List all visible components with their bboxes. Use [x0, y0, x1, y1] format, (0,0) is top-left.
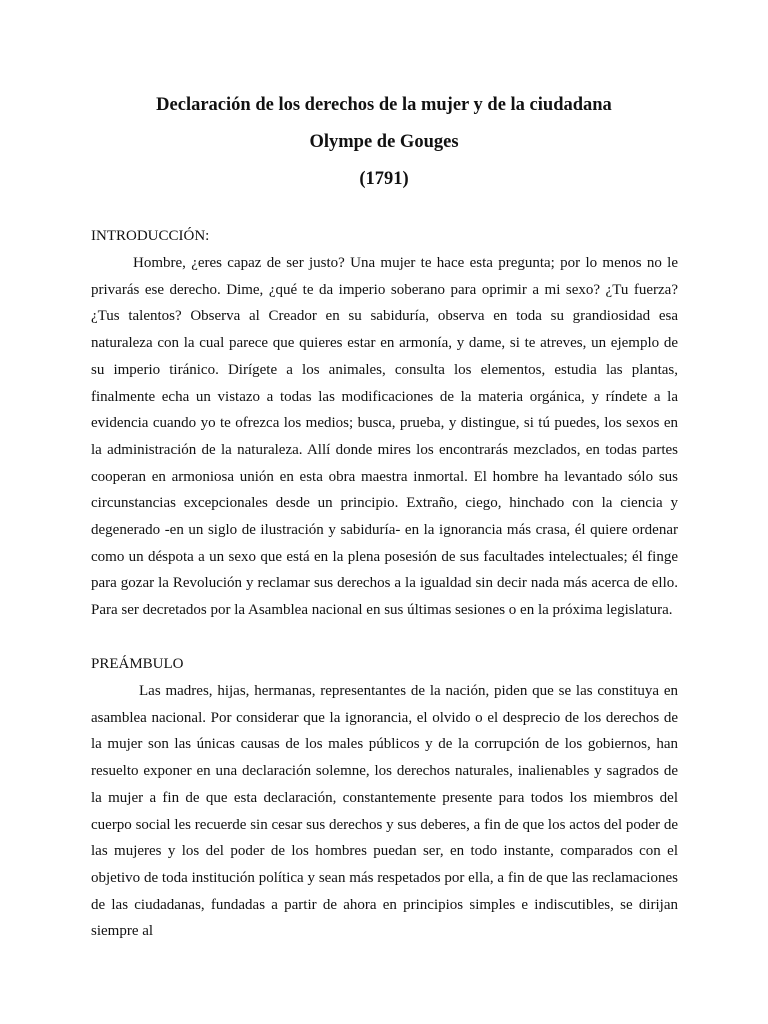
section-heading-preambulo: PREÁMBULO [91, 656, 184, 672]
paragraph-introduccion: Hombre, ¿eres capaz de ser justo? Una mujer te hace esta pregunta; por lo menos no le privarás ese derecho. Dime, ¿qué te da imperio soberano para oprimir a mi sexo? ¿Tu fuerza? ¿Tus talentos? Observa al Creador en su sabiduría, observa en toda su grandiosidad esa naturaleza con la cual parece que quieres estar en armonía, y dame, si te atreves, un ejemplo de su imperio tiránico. Dirígete a los animales, consulta los elementos, estudia las plantas, finalmente echa un vistazo a todas las modificaciones de la materia orgánica, y ríndete a la evidencia cuando yo te ofrezca los medios; busca, prueba, y distingue, si tú puedes, los sexos en la administración de la naturaleza. Allí donde mires los encontrarás mezclados, en todas partes cooperan en armoniosa unión en esta obra maestra inmortal. El hombre ha levantado sólo sus circunstancias excepcionales desde un principio. Extraño, ciego, hinchado con la ciencia y degenerado -en un siglo de ilustración y sabiduría- en la ignorancia más crasa, él quiere ordenar como un déspota a un sexo que está en la plena posesión de sus facultades intelectuales; él finge para gozar la Revolución y reclamar sus derechos a la igualdad sin decir nada más acerca de ello. Para ser decretados por la Asamblea nacional en sus últimas sesiones o en la próxima legislatura. [91, 255, 678, 619]
document-title: Declaración de los derechos de la mujer y de la ciudadana [156, 95, 612, 115]
section-heading-introduccion: INTRODUCCIÓN: [91, 228, 210, 244]
paragraph-preambulo: Las madres, hijas, hermanas, representantes de la nación, piden que se las constituya en asamblea nacional. Por considerar que la ignorancia, el olvido o el desprecio de los derechos de la mujer son las únicas causas de los males públicos y de la corrupción de los gobiernos, han resuelto exponer en una declaración solemne, los derechos naturales, inalienables y sagrados de la mujer a fin de que esta declaración, constantemente presente para todos los miembros del cuerpo social les recuerde sin cesar sus derechos y sus deberes, a fin de que los actos del poder de las mujeres y los del poder de los hombres puedan ser, en todo instante, comparados con el objetivo de toda institución política y sean más respetados por ella, a fin de que las reclamaciones de las ciudadanas, fundadas a partir de ahora en principios simples e indiscutibles, se dirijan siempre al [91, 683, 678, 940]
document-year: (1791) [359, 169, 409, 189]
document-author: Olympe de Gouges [309, 132, 459, 152]
